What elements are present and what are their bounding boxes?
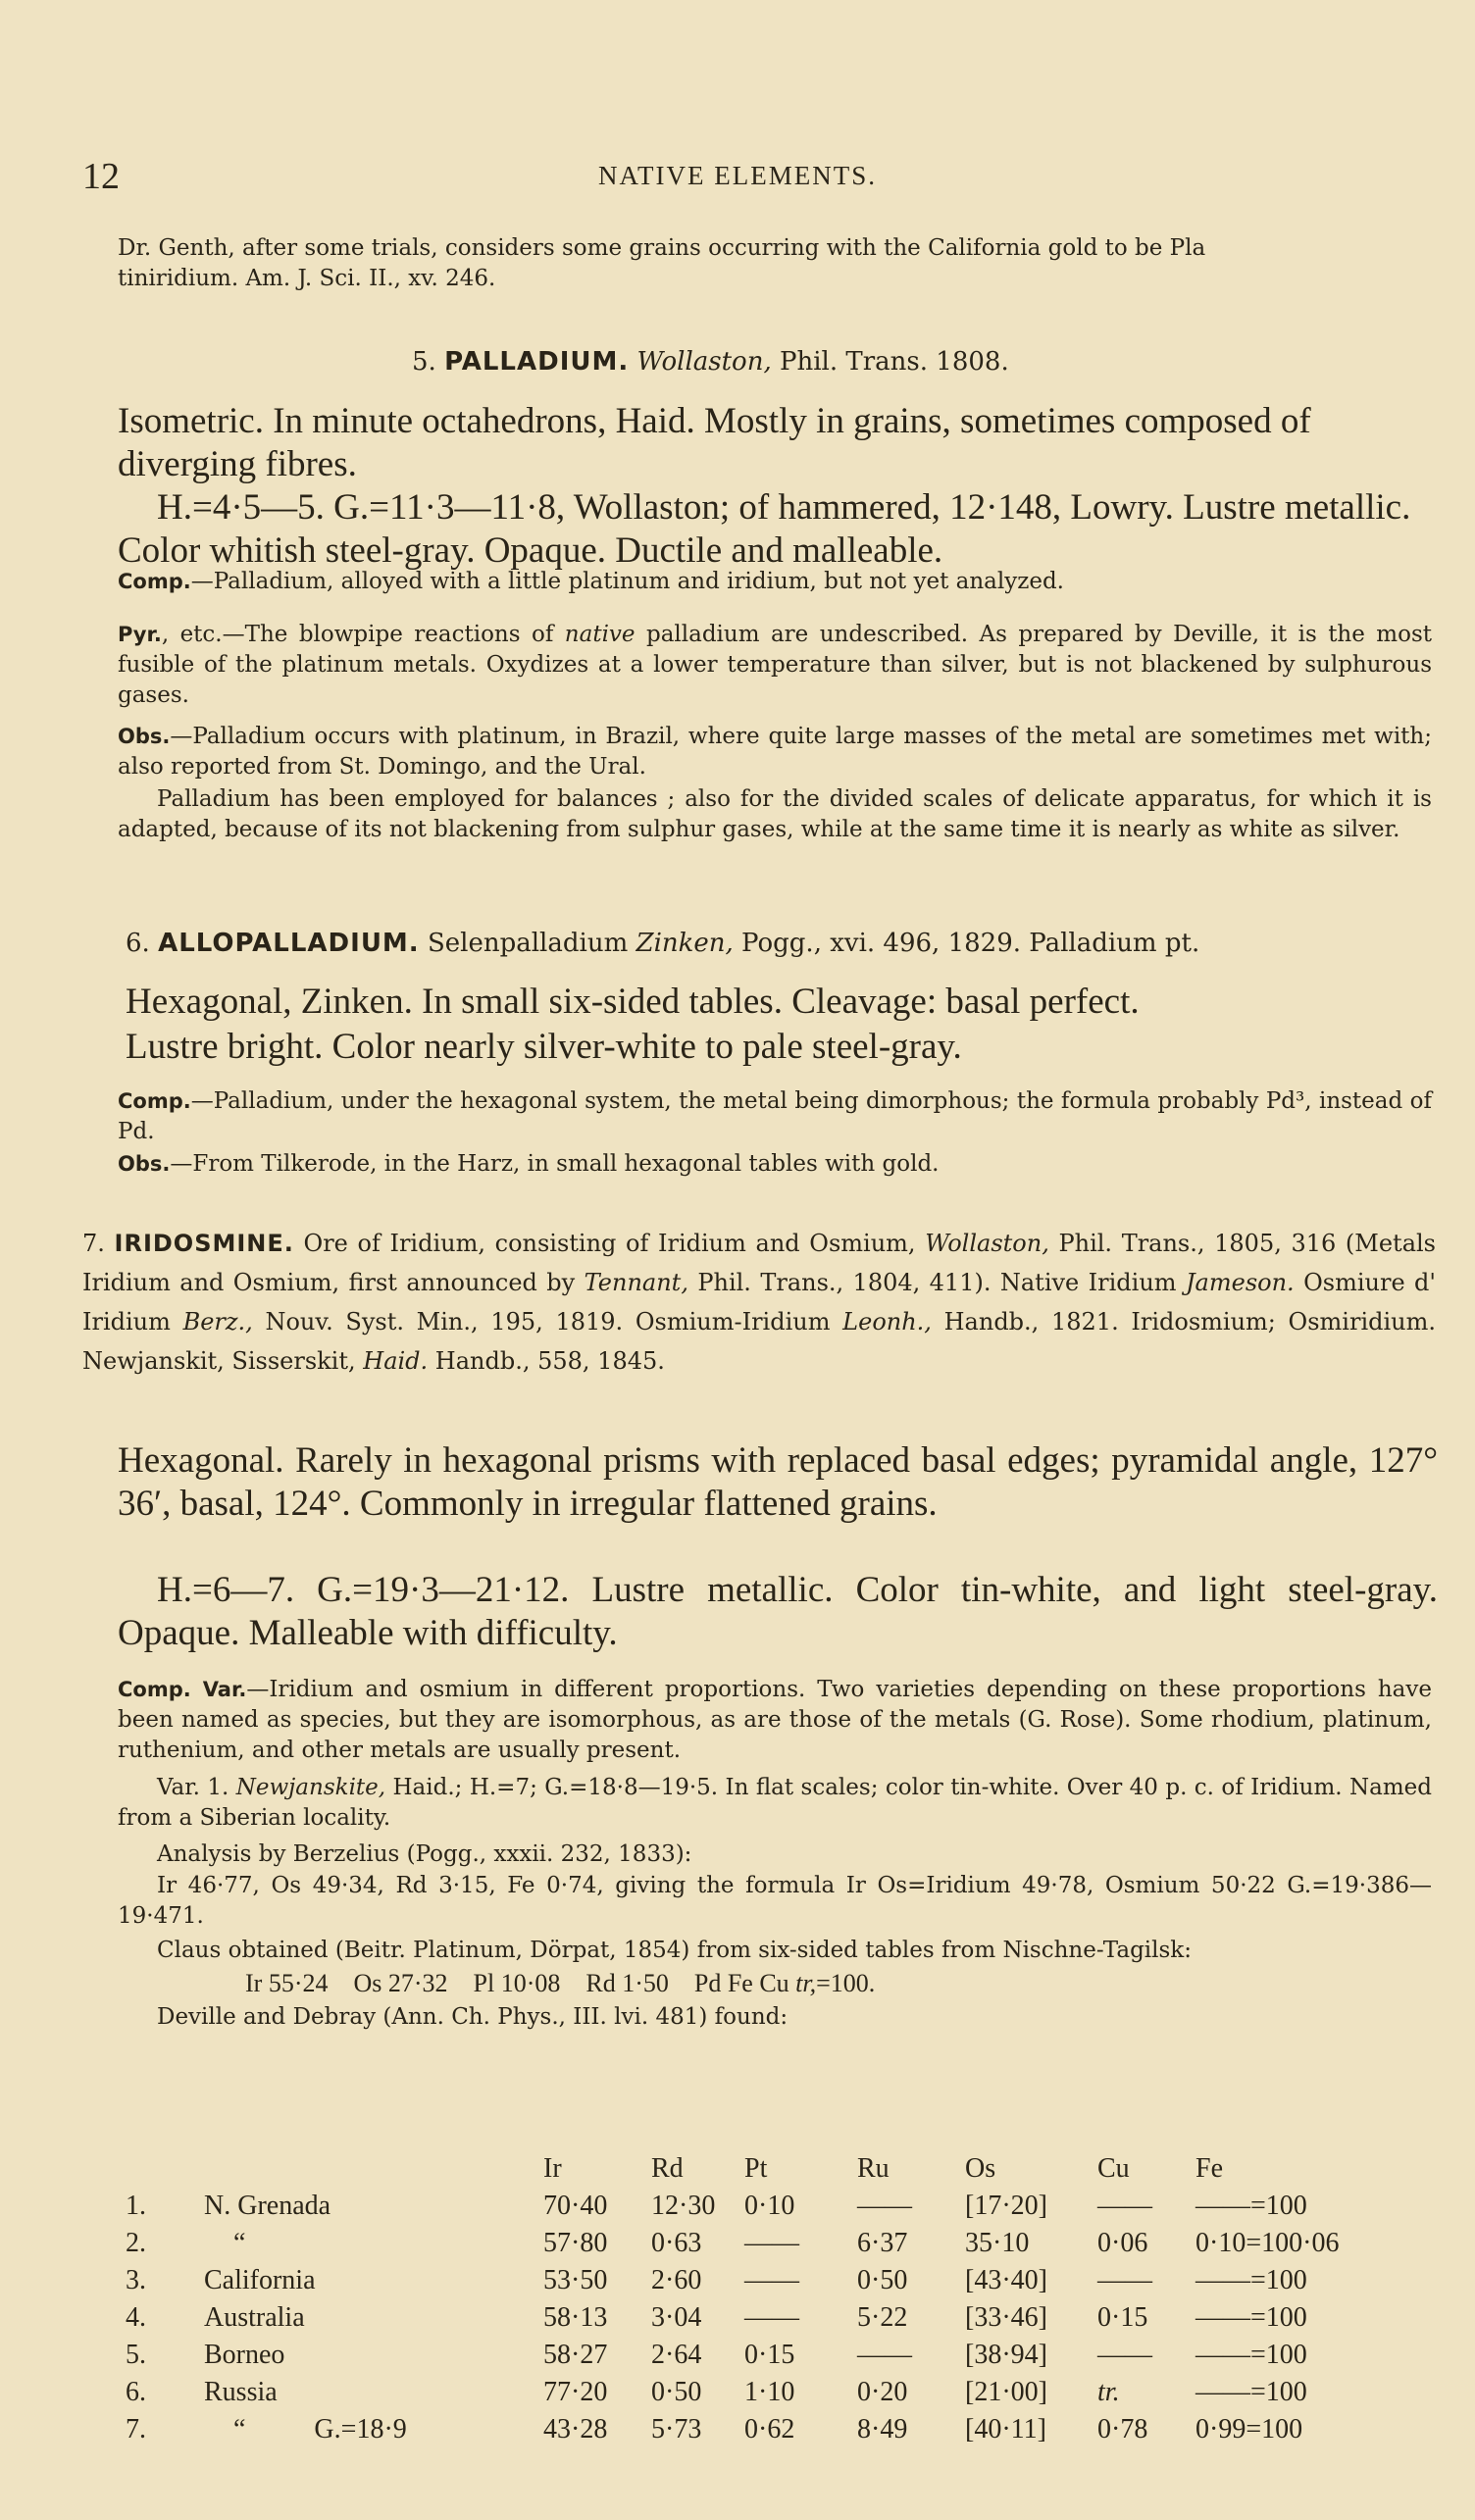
claus-intro: Claus obtained (Beitr. Platinum, Dörpat, 1854) from six-sided tables from Nischne-Tagilsk: [157,1938,1192,1963]
syn-5: Nouv. Syst. Min., 195, 1819. Osmium-Iridium [252,1308,843,1336]
table-cell: 3. [126,2265,146,2295]
table-header: Fe [1195,2153,1223,2184]
table-cell: 2. [126,2228,146,2258]
table-cell: “ [233,2228,246,2258]
table-row [126,2299,1372,2337]
var1-name: Newjanskite, [235,1775,386,1800]
table-cell: —— [1097,2265,1152,2295]
syn-haid: Haid. [363,1347,429,1375]
table-cell: ——=100 [1195,2377,1307,2407]
table-row [126,2188,1372,2225]
analysis-result: Ir 46·77, Os 49·34, Rd 3·15, Fe 0·74, giving the formula Ir Os=Iridium 49·78, Osmium 50·22 G.=19·386—19·471. [118,1873,1432,1929]
allopalladium-name: ALLOPALLADIUM. [158,929,420,958]
iridosmine-composition [118,1675,1432,1766]
table-cell: —— [1097,2191,1152,2221]
palladium-number: 5. [412,347,436,377]
syn-leonh: Leonh., [842,1308,932,1336]
palladium-heading [412,345,1009,378]
allopalladium-syn-a: Selenpalladium [419,929,636,958]
table-cell: 5. [126,2340,146,2370]
table-cell: 43·28 [543,2414,608,2444]
allopalladium-composition [118,1086,1432,1147]
table-cell: 0·15 [744,2340,795,2370]
table-cell: 0·20 [857,2377,908,2407]
palladium-description-1: Isometric. In minute octahedrons, Haid. Mostly in grains, sometimes composed of diverging fibres. [118,401,1311,484]
comp-label: Comp. [118,1089,191,1113]
table-header: Ru [857,2153,890,2184]
table-cell: [38·94] [965,2340,1047,2370]
palladium-pyrognostics [118,620,1432,711]
table-row [126,2262,1372,2299]
claus-formula-b: =100. [816,1969,876,1997]
claus-formula [245,1969,1422,1998]
table-cell: 5·73 [651,2414,702,2444]
analysis-table [126,2150,1372,2448]
palladium-description-2: H.=4·5—5. G.=11·3—11·8, Wollaston; of hammered, 12·148, Lowry. Lustre metallic. Color whitish steel-gray. Opaque. Ductile and malleable. [118,487,1411,571]
table-cell: 6. [126,2377,146,2407]
table-cell: [21·00] [965,2377,1047,2407]
palladium-composition [118,567,1432,597]
iridosmine-heading [82,1224,1436,1381]
table-cell: —— [857,2340,912,2370]
pyr-label: Pyr. [118,623,162,646]
comp-text: —Iridium and osmium in different proportions. Two varieties depending on these proportions have been named as species, but they are isomorphous, as are those of the metals (G. Rose). Some rhodium, platinum, ruthenium, and other metals are usually present. [118,1677,1432,1763]
syn-wollaston: Wollaston, [925,1230,1049,1257]
table-cell: 0·63 [651,2228,702,2258]
table-cell: —— [1097,2340,1152,2370]
allopalladium-description-2: Lustre bright. Color nearly silver-white to pale steel-gray. [126,1027,962,1067]
syn-6: Handb., 1821. Iridosmium; Osmiridium. Newjanskit, Sisserskit, [82,1308,1437,1375]
table-cell: 8·49 [857,2414,908,2444]
table-cell: 2·60 [651,2265,702,2295]
table-cell: —— [744,2228,799,2258]
allopalladium-observations [118,1149,1432,1180]
table-row [126,2411,1372,2448]
table-cell: 0·62 [744,2414,795,2444]
palladium-observations [118,722,1432,782]
table-cell: 6·37 [857,2228,908,2258]
table-cell: Russia [204,2377,278,2407]
table-cell: 0·10=100·06 [1195,2228,1340,2258]
analysis-intro: Analysis by Berzelius (Pogg., xxxii. 232, 1833): [157,1841,692,1867]
table-header: Os [965,2153,996,2184]
iridosmine-name: IRIDOSMINE. [114,1230,294,1257]
allopalladium-number: 6. [126,929,150,958]
table-header: Pt [744,2153,768,2184]
table-cell: ——=100 [1195,2191,1307,2221]
claus-formula-a: Ir 55·24 Os 27·32 Pl 10·08 Rd 1·50 Pd Fe Cu [245,1969,796,1997]
table-cell: —— [744,2265,799,2295]
allopalladium-description-1: Hexagonal, Zinken. In small six-sided tables. Cleavage: basal perfect. [126,982,1140,1022]
table-cell: 0·15 [1097,2302,1148,2333]
comp-label: Comp. Var. [118,1678,247,1701]
table-cell: 0·78 [1097,2414,1148,2444]
table-cell: 4. [126,2302,146,2333]
syn-4: Osmiure d' Iridium [82,1269,1437,1336]
syn-jameson: Jameson. [1185,1269,1295,1296]
page-header [0,155,1475,197]
palladium-name: PALLADIUM. [444,347,630,377]
syn-3: Phil. Trans., 1804, 411). Native Iridium [687,1269,1186,1296]
obs-label: Obs. [118,1152,171,1176]
syn-2: Phil. Trans., 1805, 316 (Metals Iridium and Osmium, first announced by [82,1230,1437,1296]
intro-line-2: tiniridium. Am. J. Sci. II., xv. 246. [118,266,496,291]
claus-trace: tr, [795,1969,817,1997]
table-cell: “ G.=18·9 [233,2414,407,2444]
table-cell: 53·50 [543,2265,608,2295]
table-cell: N. Grenada [204,2191,331,2221]
table-cell: 70·40 [543,2191,608,2221]
allopalladium-author: Zinken, [636,929,734,958]
table-row [126,2337,1372,2374]
table-cell: 0·99=100 [1195,2414,1303,2444]
comp-label: Comp. [118,570,191,593]
iridosmine-description-2: H.=6—7. G.=19·3—21·12. Lustre metallic. Color tin-white, and light steel-gray. Opaque. Malleable with difficulty. [118,1570,1438,1653]
var1-text: Haid.; H.=7; G.=18·8—19·5. In flat scales; color tin-white. Over 40 p. c. of Iridium. Named from a Siberian locality. [118,1775,1432,1831]
table-cell: [40·11] [965,2414,1046,2444]
table-cell: 1. [126,2191,146,2221]
syn-berz: Berz., [182,1308,253,1336]
table-cell: Borneo [204,2340,285,2370]
table-cell: 58·27 [543,2340,608,2370]
table-row [126,2374,1372,2411]
table-cell: 0·50 [651,2377,702,2407]
obs-label: Obs. [118,725,171,748]
table-cell: ——=100 [1195,2340,1307,2370]
table-cell: Australia [204,2302,305,2333]
table-cell: 35·10 [965,2228,1030,2258]
palladium-reference: Phil. Trans. 1808. [771,347,1009,377]
table-cell: —— [744,2302,799,2333]
var1-label: Var. 1. [157,1775,236,1800]
iridosmine-number: 7. [82,1230,105,1257]
table-cell: 0·06 [1097,2228,1148,2258]
pyr-text-b: palladium are undescribed. As prepared by Deville, it is the most fusible of the platinum metals. Oxydizes at a lower temperature than silver, but is not blackened by sulphurous gases. [118,622,1433,708]
allopalladium-heading [126,927,1199,960]
table-cell: [17·20] [965,2191,1047,2221]
iridosmine-description-1: Hexagonal. Rarely in hexagonal prisms with replaced basal edges; pyramidal angle, 127° 36′, basal, 124°. Commonly in irregular flattened grains. [118,1440,1438,1524]
table-row [126,2225,1372,2262]
table-cell: 77·20 [543,2377,608,2407]
table-cell: 5·22 [857,2302,908,2333]
deville-intro: Deville and Debray (Ann. Ch. Phys., III. lvi. 481) found: [157,2004,788,2030]
table-cell: 7. [126,2414,146,2444]
allopalladium-syn-b: Pogg., xvi. 496, 1829. Palladium pt. [733,929,1200,958]
intro-line-1: Dr. Genth, after some trials, considers some grains occurring with the California gold to be Pla [118,235,1206,261]
comp-text: —Palladium, alloyed with a little platinum and iridium, but not yet analyzed. [190,569,1064,594]
iridosmine-variety-1 [118,1773,1432,1834]
running-title: NATIVE ELEMENTS. [598,161,877,190]
syn-1: Ore of Iridium, consisting of Iridium and Osmium, [293,1230,926,1257]
table-cell: 3·04 [651,2302,702,2333]
obs-text: —Palladium occurs with platinum, in Brazil, where quite large masses of the metal are sometimes met with; also reported from St. Domingo, and the Ural. [118,724,1432,780]
table-header [204,2150,543,2188]
obs-text: —From Tilkerode, in the Harz, in small hexagonal tables with gold. [170,1151,940,1177]
table-cell: 1·10 [744,2377,795,2407]
table-cell: tr. [1097,2377,1120,2407]
table-cell: 58·13 [543,2302,608,2333]
table-cell: ——=100 [1195,2265,1307,2295]
table-header-row [126,2150,1372,2188]
table-cell: —— [857,2191,912,2221]
comp-text: —Palladium, under the hexagonal system, the metal being dimorphous; the formula probably Pd³, instead of Pd. [118,1088,1432,1144]
palladium-author: Wollaston, [636,347,772,377]
table-header [126,2150,204,2188]
pyr-text-a: , etc.—The blowpipe reactions of [161,622,565,647]
table-cell: 12·30 [651,2191,716,2221]
table-cell: 0·10 [744,2191,795,2221]
table-cell: California [204,2265,316,2295]
table-cell: ——=100 [1195,2302,1307,2333]
table-header: Rd [651,2153,684,2184]
intro-paragraph [118,233,1432,294]
table-header: Ir [543,2153,562,2184]
table-cell: [33·46] [965,2302,1047,2333]
page-number: 12 [82,156,120,197]
table-cell: 57·80 [543,2228,608,2258]
table-cell: 0·50 [857,2265,908,2295]
table-header: Cu [1097,2153,1130,2184]
table-cell: [43·40] [965,2265,1047,2295]
syn-7: Handb., 558, 1845. [428,1347,665,1375]
palladium-note: Palladium has been employed for balances ; also for the divided scales of delicate apparatus, for which it is adapted, because of its not blackening from sulphur gases, while at the same time it is nearly as white as silver. [118,786,1432,842]
table-cell: 2·64 [651,2340,702,2370]
pyr-native: native [564,622,636,647]
syn-tennant: Tennant, [584,1269,688,1296]
